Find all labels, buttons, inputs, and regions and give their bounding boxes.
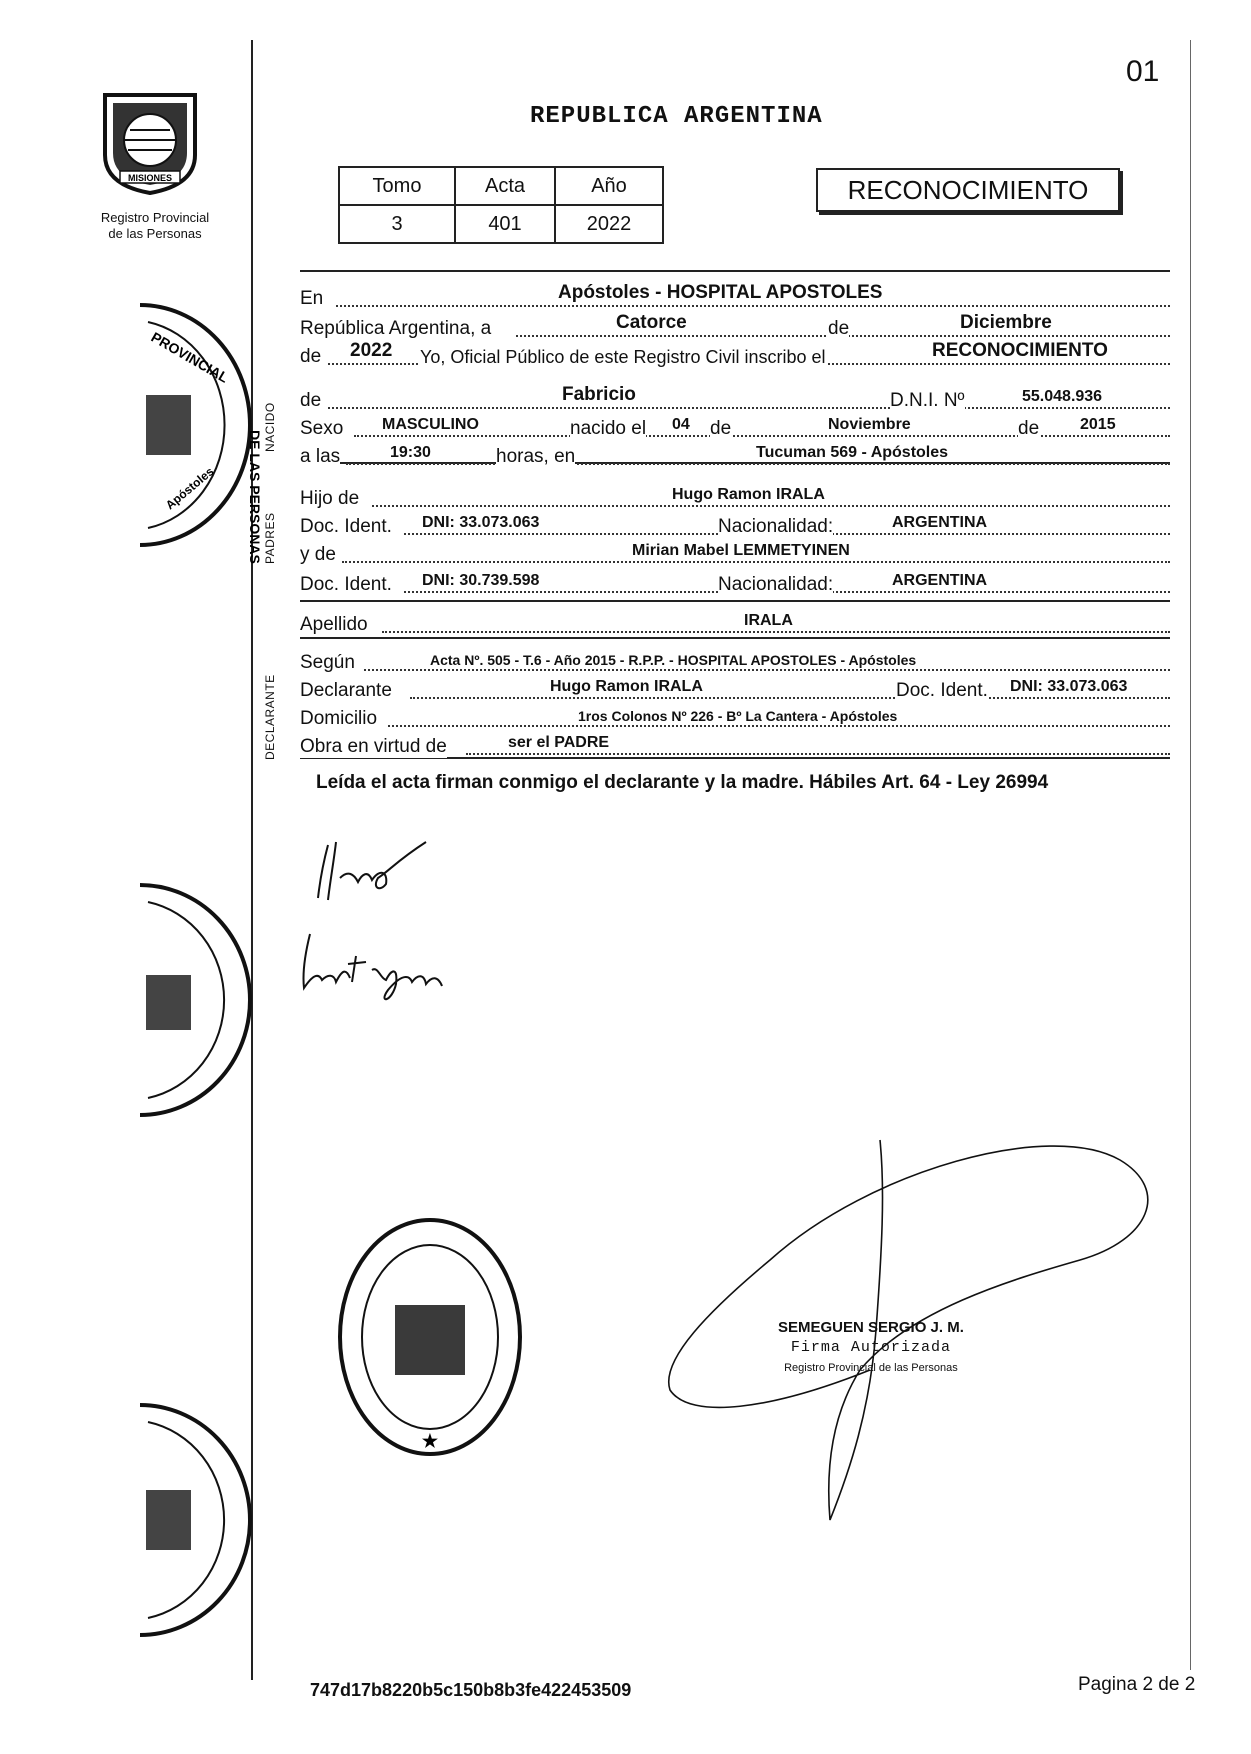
row-hora bbox=[300, 440, 1170, 468]
logo-caption bbox=[70, 210, 240, 242]
value-segun: Acta Nº. 505 - T.6 - Año 2015 - R.P.P. - HOSPITAL APOSTOLES - Apóstoles bbox=[430, 652, 917, 668]
value-dia-nacimiento: 04 bbox=[672, 416, 690, 433]
row-declarante bbox=[300, 674, 1170, 702]
label-inscribo: Yo, Oficial Público de este Registro Civil inscribo el bbox=[420, 347, 826, 367]
label-nacionalidad-padre: Nacionalidad: bbox=[718, 516, 834, 537]
label-de-anio: de bbox=[300, 346, 322, 367]
svg-text:MISIONES: MISIONES bbox=[127, 173, 173, 183]
page-number: 01 bbox=[1126, 55, 1160, 88]
label-sexo: Sexo bbox=[300, 418, 344, 439]
row-padre bbox=[300, 482, 1170, 510]
value-lugar-acta: Apóstoles - HOSPITAL APOSTOLES bbox=[558, 282, 883, 303]
row-madre bbox=[300, 538, 1170, 566]
left-margin-line bbox=[251, 40, 253, 1680]
row-fecha bbox=[300, 312, 1170, 340]
value-nombre: Fabricio bbox=[562, 384, 636, 405]
value-padre: Hugo Ramon IRALA bbox=[672, 486, 825, 503]
separator-apellido bbox=[300, 637, 1170, 639]
value-madre: Mirian Mabel LEMMETYINEN bbox=[632, 542, 850, 559]
value-tomo: 3 bbox=[339, 205, 455, 243]
delegation-stamp bbox=[335, 1215, 525, 1460]
official-office: Registro Provincial de las Personas bbox=[784, 1362, 958, 1374]
row-inscripcion bbox=[300, 340, 1170, 368]
label-y-de: y de bbox=[300, 544, 336, 565]
value-anio-nacimiento: 2015 bbox=[1080, 416, 1116, 433]
value-doc-declarante: DNI: 33.073.063 bbox=[1010, 678, 1128, 695]
label-doc-padre: Doc. Ident. bbox=[300, 516, 392, 537]
label-domicilio: Domicilio bbox=[300, 708, 378, 729]
official-name: SEMEGUEN SERGIO J. M. bbox=[778, 1319, 964, 1336]
partial-seal-3 bbox=[130, 1400, 250, 1640]
label-obra: Obra en virtud de bbox=[300, 736, 447, 757]
value-declarante: Hugo Ramon IRALA bbox=[550, 678, 703, 695]
label-de-nombre: de bbox=[300, 390, 322, 411]
value-mes: Diciembre bbox=[960, 312, 1052, 333]
label-de-mes-nac: de bbox=[710, 418, 732, 439]
value-acta: 401 bbox=[455, 205, 555, 243]
label-en: En bbox=[300, 288, 324, 309]
document-title: REPUBLICA ARGENTINA bbox=[530, 103, 823, 130]
side-label-padres: PADRES bbox=[263, 512, 277, 564]
logo-caption-line2: de las Personas bbox=[108, 226, 202, 241]
label-de-anio-nac: de bbox=[1018, 418, 1040, 439]
label-apellido: Apellido bbox=[300, 614, 368, 635]
partial-seal-2 bbox=[130, 880, 250, 1120]
label-doc-declarante: Doc. Ident. bbox=[896, 680, 988, 701]
pagination: Pagina 2 de 2 bbox=[1078, 1674, 1196, 1695]
value-lugar-nacimiento: Tucuman 569 - Apóstoles bbox=[756, 444, 949, 461]
svg-text:PROVINCIAL: PROVINCIAL bbox=[148, 328, 232, 386]
svg-text:Apóstoles: Apóstoles bbox=[162, 464, 217, 513]
row-apellido bbox=[300, 608, 1170, 636]
separator-padres bbox=[300, 600, 1170, 602]
row-segun bbox=[300, 646, 1170, 674]
side-label-nacido: NACIDO bbox=[263, 402, 277, 452]
tomo-acta-table bbox=[338, 166, 664, 244]
value-dni: 55.048.936 bbox=[1022, 388, 1103, 405]
value-mes-nacimiento: Noviembre bbox=[828, 416, 911, 433]
misiones-logo bbox=[95, 85, 205, 195]
svg-text:★: ★ bbox=[421, 1431, 439, 1451]
label-horas-en: horas, en bbox=[496, 446, 576, 467]
official-role: Firma Autorizada bbox=[790, 1339, 951, 1356]
label-doc-madre: Doc. Ident. bbox=[300, 574, 392, 595]
side-label-declarante: DECLARANTE bbox=[263, 674, 277, 760]
label-a-las: a las bbox=[300, 446, 341, 467]
value-doc-padre: DNI: 33.073.063 bbox=[422, 514, 540, 531]
partial-seal-1 bbox=[130, 300, 263, 564]
label-segun: Según bbox=[300, 652, 355, 673]
right-margin-line bbox=[1190, 40, 1191, 1670]
header-acta: Acta bbox=[455, 167, 555, 205]
value-sexo: MASCULINO bbox=[382, 416, 479, 433]
label-nacionalidad-madre: Nacionalidad: bbox=[718, 574, 834, 595]
row-en bbox=[300, 282, 1170, 310]
closing-note: Leída el acta firman conmigo el declarante y la madre. Hábiles Art. 64 - Ley 26994 bbox=[316, 772, 1049, 793]
row-obra bbox=[300, 730, 1170, 758]
label-dni: D.N.I. Nº bbox=[890, 390, 965, 411]
official-signature-block bbox=[778, 1318, 964, 1378]
row-doc-madre bbox=[300, 568, 1170, 596]
signature-padre bbox=[300, 830, 520, 910]
value-doc-madre: DNI: 30.739.598 bbox=[422, 572, 540, 589]
signature-madre bbox=[292, 920, 472, 1010]
label-de-mes: de bbox=[828, 318, 850, 339]
logo-caption-line1: Registro Provincial bbox=[100, 210, 210, 225]
value-tipo-inscripcion: RECONOCIMIENTO bbox=[932, 340, 1108, 361]
row-nombre bbox=[300, 384, 1170, 412]
label-republica: República Argentina, a bbox=[300, 318, 492, 339]
label-nacido-el: nacido el bbox=[570, 418, 647, 439]
label-hijo-de: Hijo de bbox=[300, 488, 360, 509]
svg-text:DE LAS PERSONAS: DE LAS PERSONAS bbox=[247, 430, 263, 564]
row-doc-padre bbox=[300, 510, 1170, 538]
value-anio: 2022 bbox=[555, 205, 663, 243]
value-obra: ser el PADRE bbox=[508, 734, 610, 751]
row-domicilio bbox=[300, 702, 1170, 730]
value-apellido: IRALA bbox=[744, 612, 793, 629]
header-anio: Año bbox=[555, 167, 663, 205]
value-dia: Catorce bbox=[616, 312, 687, 333]
value-nacionalidad-madre: ARGENTINA bbox=[892, 572, 988, 589]
document-hash: 747d17b8220b5c150b8b3fe422453509 bbox=[310, 1680, 632, 1700]
act-type-box: RECONOCIMIENTO bbox=[816, 168, 1120, 212]
separator-top bbox=[300, 270, 1170, 272]
header-tomo: Tomo bbox=[339, 167, 455, 205]
value-hora: 19:30 bbox=[390, 444, 431, 461]
value-domicilio: 1ros Colonos Nº 226 - Bº La Cantera - Apóstoles bbox=[578, 708, 898, 724]
label-declarante: Declarante bbox=[300, 680, 392, 701]
value-nacionalidad-padre: ARGENTINA bbox=[892, 514, 988, 531]
row-sexo bbox=[300, 412, 1170, 440]
value-anio-inscripcion: 2022 bbox=[350, 340, 393, 361]
